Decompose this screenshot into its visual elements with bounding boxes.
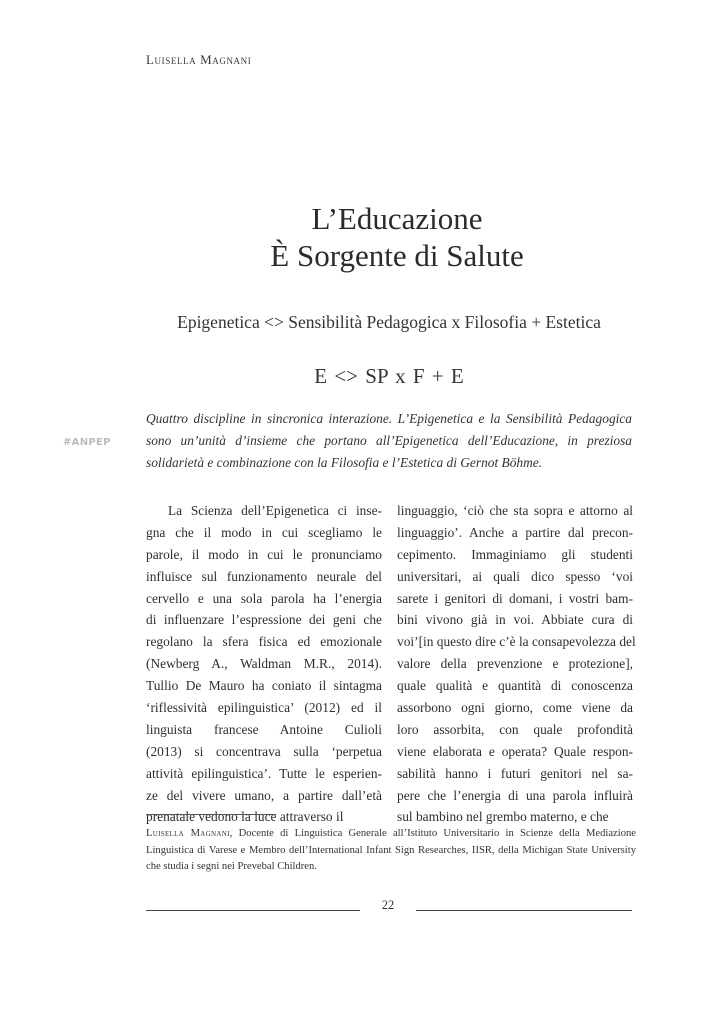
author-footnote bbox=[146, 826, 636, 876]
body-line: di influenzare l’espressione dei geni che bbox=[146, 612, 382, 628]
body-line: sabilità hanno i futuri genitori nel sa- bbox=[397, 765, 633, 781]
article-title-line-1: L’Educazione bbox=[311, 201, 483, 236]
footnote-rule bbox=[146, 814, 276, 815]
footnote-text: , Docente di Linguistica Generale all’Istituto Universitario in Scienze della Mediazione Linguistica di Varese e Membro dell’International Infant Sign Researches, IISR, della Michigan State University che studia i segni nei Prevebal Children. bbox=[146, 828, 636, 872]
page-number: 22 bbox=[381, 898, 395, 912]
body-line: valore della prevenzione e protezione], bbox=[397, 656, 633, 672]
body-line: universitari, ai quali dico spesso ‘voi bbox=[397, 568, 633, 584]
running-head-author: Luisella Magnani bbox=[146, 52, 252, 67]
footer-rule-left bbox=[146, 910, 360, 911]
abstract: Quattro discipline in sincronica interazione. L’Epigenetica e la Sensibilità Pedagogica sono un’unità d’insieme che portano all’Epigenetica dell’Educazione, in preziosa solidarietà e combinazione con la Filosofia e l’Estetica di Gernot Böhme. bbox=[146, 411, 632, 470]
body-line: pere che l’energia di una parola influirà bbox=[397, 787, 633, 803]
body-line: sarete i genitori di domani, i vostri bam- bbox=[397, 590, 633, 606]
body-line: ze del vivere umano, a partire dall’età bbox=[146, 787, 382, 803]
body-line: (2013) si concentrava sulla ‘perpetua bbox=[146, 743, 382, 759]
body-line: (Newberg A., Waldman M.R., 2014). bbox=[146, 656, 382, 672]
body-line: quale qualità e quantità di conoscenza bbox=[397, 678, 633, 694]
body-line: assorbono ogni giorno, come viene da bbox=[397, 700, 633, 716]
body-line: ‘riflessività epilinguistica’ (2012) ed il bbox=[146, 700, 382, 716]
article-subtitle: Epigenetica <> Sensibilità Pedagogica x Filosofia + Estetica bbox=[177, 312, 601, 332]
body-column-right bbox=[397, 500, 636, 828]
body-line: parole, il modo in cui le pronunciamo bbox=[146, 546, 382, 562]
body-line: gna che il modo in cui scegliamo le bbox=[146, 524, 382, 540]
body-line: loro assorbita, con quale profondità bbox=[397, 721, 633, 737]
body-column-left bbox=[146, 500, 382, 828]
footnote-author: Luisella Magnani bbox=[146, 828, 230, 839]
anpep-watermark: #ANPEP bbox=[63, 437, 111, 448]
body-line: cepimento. Immaginiamo gli studenti bbox=[397, 546, 633, 562]
body-line: voi’[in questo dire c’è la consapevolezza del bbox=[397, 634, 636, 650]
body-line: influisce sul funzionamento neurale del bbox=[146, 568, 382, 584]
body-line: La Scienza dell’Epigenetica ci inse- bbox=[168, 503, 382, 518]
body-line: cervello e una sola parola ha l’energia bbox=[146, 590, 382, 606]
article-title-line-2: È Sorgente di Salute bbox=[270, 238, 524, 273]
body-line: linguista francese Antoine Culioli bbox=[146, 721, 382, 737]
body-line: Tullio De Mauro ha coniato il sintagma bbox=[146, 678, 382, 694]
body-line: attività epilinguistica’. Tutte le esperien- bbox=[146, 765, 382, 781]
formula: E <> SP x F + E bbox=[314, 364, 464, 388]
body-line: viene elaborata e operata? Quale respon- bbox=[397, 743, 633, 759]
body-line: linguaggio’. Anche a partire dal precon- bbox=[397, 524, 633, 540]
body-line: bini vivono già in voi. Abbiate cura di bbox=[397, 612, 633, 628]
body-line: regolano la sfera fisica ed emozionale bbox=[146, 634, 382, 650]
body-line: linguaggio, ‘ciò che sta sopra e attorno al bbox=[397, 503, 633, 518]
footer-rule-right bbox=[416, 910, 632, 911]
body-line: sul bambino nel grembo materno, e che bbox=[397, 809, 609, 825]
body-line: prenatale vedono la luce attraverso il bbox=[146, 809, 344, 825]
